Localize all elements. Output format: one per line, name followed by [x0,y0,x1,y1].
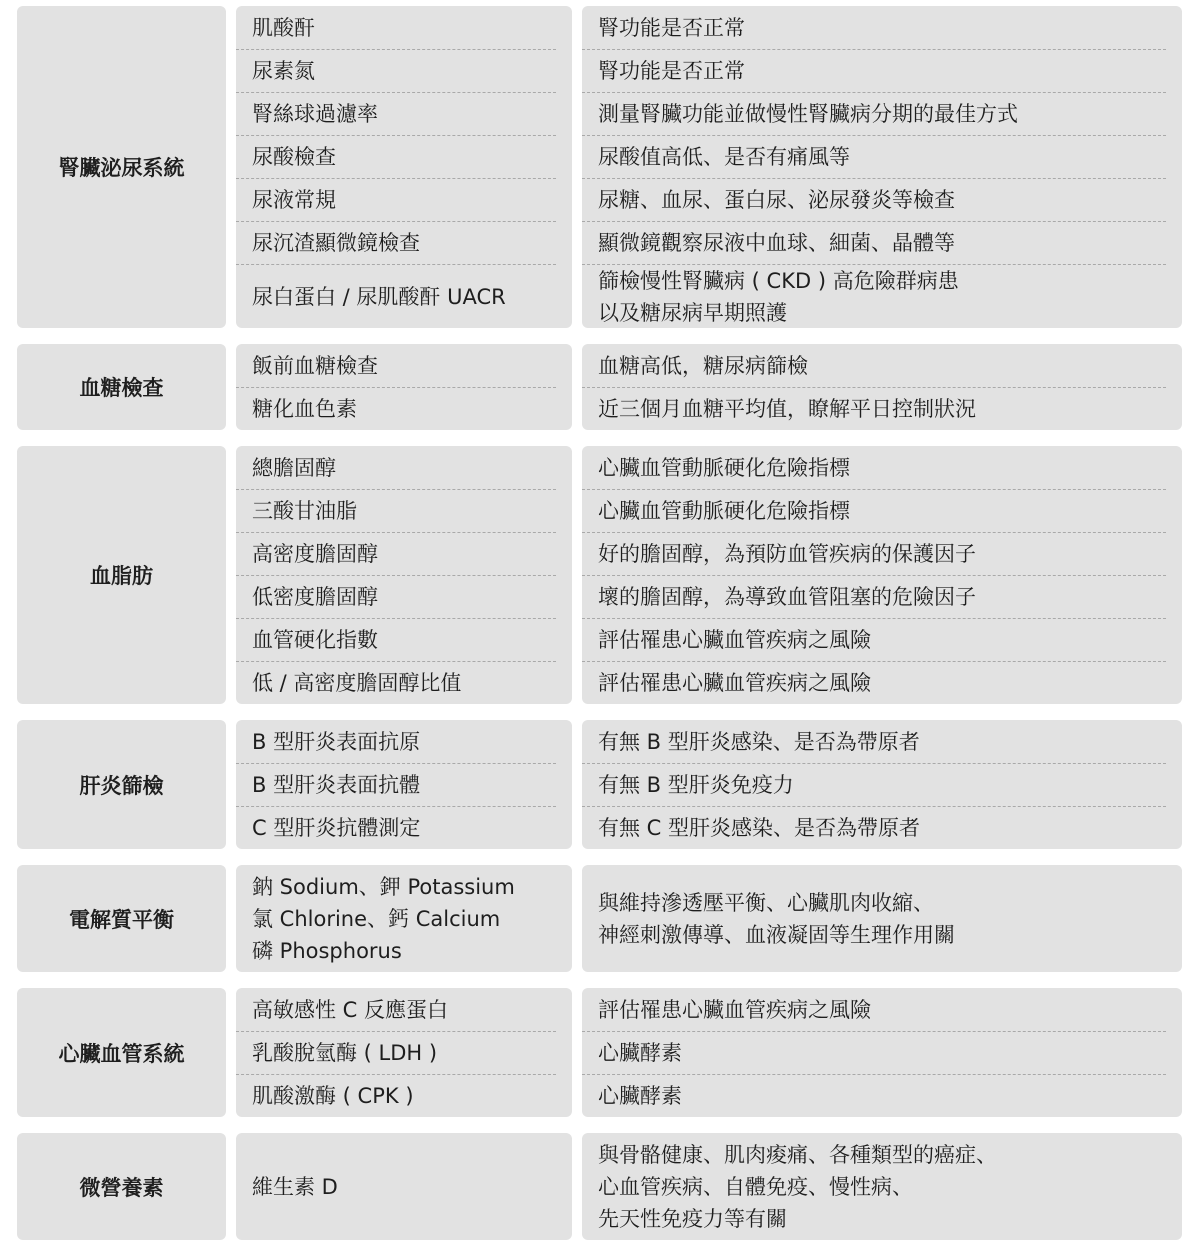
test-description-line: 篩檢慢性腎臟病 ( CKD ) 高危險群病患 [598,268,959,293]
test-item [236,1031,556,1074]
test-description [582,92,1166,135]
category-group [17,865,1185,972]
items-column [236,1133,572,1240]
test-description-line: 好的膽固醇，為預防血管疾病的保護因子 [598,542,976,566]
test-description-line: 評估罹患心臟血管疾病之風險 [598,628,871,652]
test-item-line: 乳酸脫氫酶 ( LDH ) [252,1041,438,1065]
test-description [582,763,1166,806]
test-item [236,387,556,430]
test-description [582,135,1166,178]
test-item-line: 總膽固醇 [252,455,336,480]
test-item-line: 高密度膽固醇 [252,542,378,566]
test-description [582,1074,1166,1117]
category-group [17,446,1185,704]
test-description [582,344,1166,387]
test-description [582,575,1166,618]
test-item [236,988,556,1031]
description-column [582,720,1182,849]
test-description [582,532,1166,575]
test-description-line: 有無 B 型肝炎免疫力 [598,773,794,797]
test-description [582,489,1166,532]
items-column [236,6,572,328]
test-description [582,806,1166,849]
test-item-line: 尿白蛋白 / 尿肌酸酐 UACR [252,284,506,309]
test-item [236,806,556,849]
test-item-line: 尿沉渣顯微鏡檢查 [252,231,420,255]
test-item-line: 高敏感性 C 反應蛋白 [252,997,449,1022]
test-description [582,1031,1166,1074]
test-description-line: 心臟血管動脈硬化危險指標 [598,455,850,480]
test-description-line: 心臟酵素 [598,1084,682,1108]
category-group [17,988,1185,1117]
test-description [582,221,1166,264]
test-description-line: 以及糖尿病早期照護 [598,300,787,325]
category-group [17,344,1185,430]
description-column [582,865,1182,972]
category-group [17,720,1185,849]
test-description-line: 有無 B 型肝炎感染、是否為帶原者 [598,729,920,754]
test-item-line: 尿酸檢查 [252,145,336,169]
test-item [236,661,556,704]
description-column [582,446,1182,704]
test-item-line: 磷 Phosphorus [252,938,402,963]
test-item-line: 肌酸激酶 ( CPK ) [252,1084,414,1108]
test-item [236,618,556,661]
test-item [236,264,556,328]
test-item-line: 糖化血色素 [252,397,357,421]
test-item [236,763,556,806]
category-label: 微營養素 [17,1133,226,1240]
test-description-line: 心血管疾病、自體免疫、慢性病、 [598,1174,913,1199]
description-column [582,344,1182,430]
test-description [582,661,1166,704]
test-item-line: 低密度膽固醇 [252,585,378,609]
category-group [17,6,1185,328]
test-description-line: 腎功能是否正常 [598,59,745,83]
test-item [236,1074,556,1117]
test-item [236,489,556,532]
test-description [582,446,1166,489]
test-description-line: 神經刺激傳導、血液凝固等生理作用關 [598,922,955,947]
test-item [236,6,556,49]
test-item [236,720,556,763]
test-item-line: 鈉 Sodium、鉀 Potassium [252,874,515,899]
test-description [582,387,1166,430]
test-item [236,1133,556,1240]
description-column [582,988,1182,1117]
test-item-line: B 型肝炎表面抗原 [252,729,421,754]
test-description [582,618,1166,661]
test-description-line: 血糖高低，糖尿病篩檢 [598,353,808,378]
test-description-line: 先天性免疫力等有關 [598,1206,787,1231]
test-item-line: C 型肝炎抗體測定 [252,816,421,840]
test-item-line: 三酸甘油脂 [252,499,357,523]
test-item [236,49,556,92]
test-item [236,344,556,387]
test-item [236,446,556,489]
items-column [236,865,572,972]
test-item-line: 飯前血糖檢查 [252,353,378,378]
test-description-line: 壞的膽固醇，為導致血管阻塞的危險因子 [598,585,976,609]
test-item [236,221,556,264]
test-item-line: B 型肝炎表面抗體 [252,773,421,797]
test-item-line: 尿素氮 [252,59,315,83]
test-description [582,988,1166,1031]
test-description-line: 與維持滲透壓平衡、心臟肌肉收縮、 [598,890,934,915]
test-item [236,178,556,221]
test-item [236,865,556,972]
category-group [17,1133,1185,1240]
test-description-line: 有無 C 型肝炎感染、是否為帶原者 [598,816,921,840]
test-description [582,6,1166,49]
description-column [582,6,1182,328]
test-description-line: 心臟血管動脈硬化危險指標 [598,499,850,523]
category-label: 心臟血管系統 [17,988,226,1117]
test-description-line: 評估罹患心臟血管疾病之風險 [598,997,871,1022]
test-description-line: 顯微鏡觀察尿液中血球、細菌、晶體等 [598,231,955,255]
test-description [582,264,1166,328]
test-description-line: 尿酸值高低、是否有痛風等 [598,145,850,169]
description-column [582,1133,1182,1240]
test-description-line: 測量腎臟功能並做慢性腎臟病分期的最佳方式 [598,102,1018,126]
health-checkup-table [17,6,1185,1240]
test-description-line: 尿糖、血尿、蛋白尿、泌尿發炎等檢查 [598,188,955,212]
category-label: 肝炎篩檢 [17,720,226,849]
test-item-line: 氯 Chlorine、鈣 Calcium [252,906,501,931]
test-item [236,532,556,575]
category-label: 血脂肪 [17,446,226,704]
test-description [582,1133,1166,1240]
test-item-line: 維生素 D [252,1174,338,1199]
category-label: 腎臟泌尿系統 [17,6,226,328]
test-description-line: 心臟酵素 [598,1041,682,1065]
category-label: 血糖檢查 [17,344,226,430]
test-description [582,49,1166,92]
test-item-line: 低 / 高密度膽固醇比值 [252,671,462,695]
items-column [236,344,572,430]
category-label: 電解質平衡 [17,865,226,972]
test-item-line: 血管硬化指數 [252,628,378,652]
test-item [236,92,556,135]
test-description [582,178,1166,221]
test-item-line: 肌酸酐 [252,15,315,40]
items-column [236,446,572,704]
test-description [582,720,1166,763]
test-item [236,135,556,178]
test-description-line: 評估罹患心臟血管疾病之風險 [598,671,871,695]
test-item-line: 尿液常規 [252,188,336,212]
test-description-line: 近三個月血糖平均值，瞭解平日控制狀況 [598,397,976,421]
test-description-line: 腎功能是否正常 [598,15,745,40]
items-column [236,988,572,1117]
test-item-line: 腎絲球過濾率 [252,102,378,126]
test-item [236,575,556,618]
test-description [582,865,1166,972]
items-column [236,720,572,849]
test-description-line: 與骨骼健康、肌肉痠痛、各種類型的癌症、 [598,1142,997,1167]
